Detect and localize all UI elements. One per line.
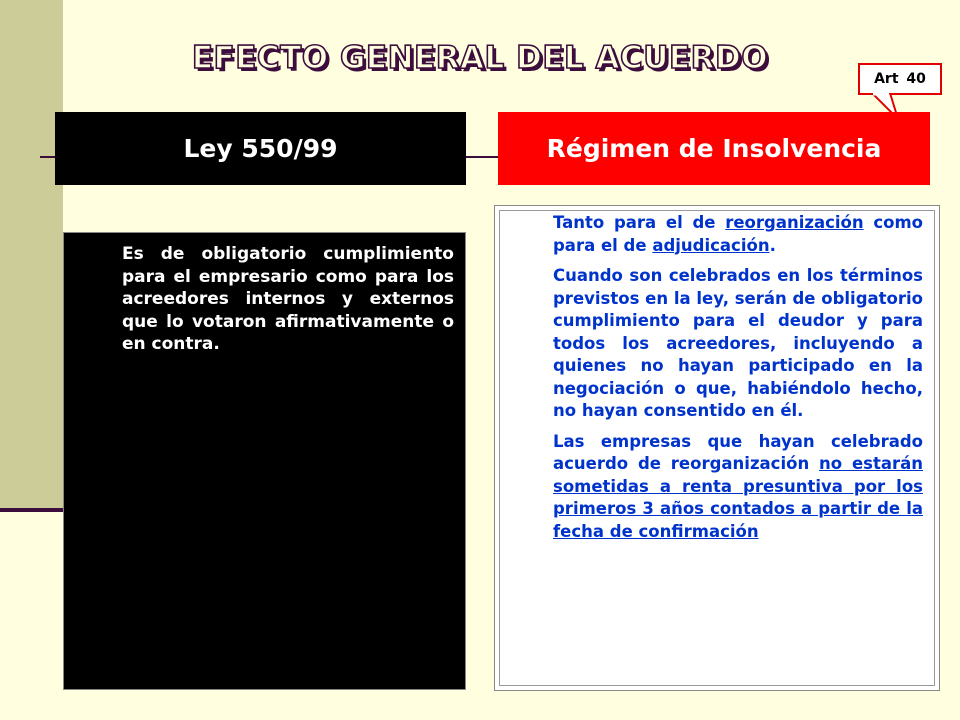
p1-text-e: . — [769, 235, 776, 255]
article-callout: Art 40 — [858, 63, 942, 95]
p3-text-a: Las empresas que hayan celebrado acuerdo de reorganización — [553, 431, 923, 473]
p1-text-c: como para el de — [553, 213, 923, 255]
paragraph-obligation: Cuando son celebrados en los términos previstos en la ley, serán de obligatorio cumplimiento para el deudor y para todos los acreedores, incluyendo a quienes no hayan participado en la negociación o que, habiéndolo hecho, no hayan consentido en él. — [553, 266, 923, 420]
sidebar-decoration — [0, 0, 63, 510]
sidebar-divider — [0, 508, 68, 512]
p1-reorganizacion-link: reorganización — [725, 213, 864, 232]
right-panel — [494, 205, 940, 691]
right-panel-text — [553, 212, 923, 551]
p1-text-a: Tanto para el de — [553, 213, 726, 232]
paragraph-scope — [553, 212, 923, 257]
left-panel — [63, 232, 466, 690]
p1-adjudicacion-link: adjudicación — [652, 235, 770, 255]
left-header: Ley 550/99 — [55, 112, 466, 185]
connector-middle — [465, 156, 499, 158]
p3-underlined-text: no estarán sometidas a renta presuntiva por los primeros 3 años contados a partir de la fecha de confirmación — [553, 454, 923, 541]
right-header: Régimen de Insolvencia — [498, 112, 930, 185]
paragraph-tax-exemption — [553, 431, 923, 544]
left-panel-text: Es de obligatorio cumplimiento para el empresario como para los acreedores internos y externos que lo votaron afirmativamente o en contra. — [122, 244, 454, 354]
slide-title: EFECTO GENERAL DEL ACUERDO — [191, 40, 769, 76]
